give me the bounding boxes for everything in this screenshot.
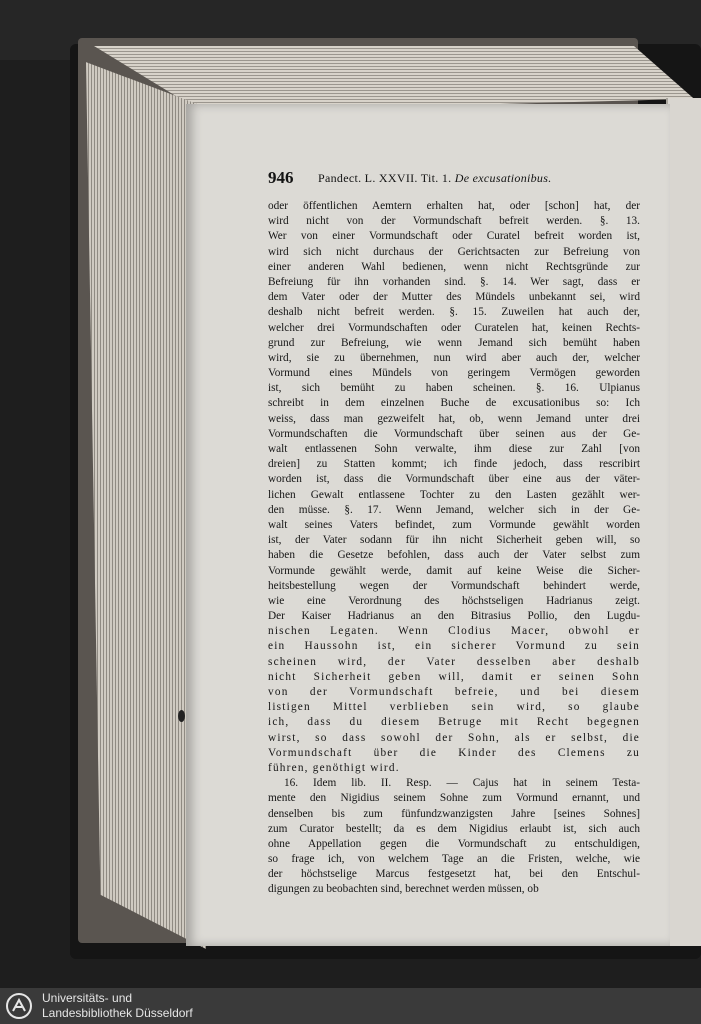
text-line: Vormund eines Mündels von geringem Vermögen geworden [268, 367, 640, 380]
text-line: Wer von einer Vormundschaft oder Curatel befreit worden ist, [268, 230, 640, 243]
text-line: Vormundschaft über die Kinder des Clemens zu [268, 746, 640, 759]
text-line: mente den Nigidius seinem Sohne zum Vormund ernannt, und [268, 792, 640, 805]
text-line: walt entlassenen Sohn verwalte, ihm diese zur Zahl [von [268, 443, 640, 455]
text-line: ist, der Vater sodann für ihn nicht Sicherheit geben will, so [268, 534, 640, 547]
library-name-line1: Universitäts- und [42, 991, 133, 1005]
text-line: wie eine Verordnung des höchstseligen Hadrianus zeigt. [268, 594, 640, 607]
text-line: ist, sich bemüht zu haben scheinen. §. 16. Ulpianus [268, 382, 640, 395]
text-line: heitsbestellung wegen der Vormundschaft behindert werde, [268, 579, 640, 592]
facing-page-edge [666, 98, 701, 946]
text-line: Vormunde gewählt werde, damit auf keine Weise die Sicher- [268, 564, 640, 577]
text-line: listigen Mittel verblieben sein wird, so glaube [268, 701, 640, 714]
text-line: oder öffentlichen Aemtern erhalten hat, oder [schon] hat, der [268, 200, 640, 212]
text-line: dem Vater oder der Mutter des Mündels unbekannt sei, wird [268, 291, 640, 304]
text-line: wird, sie zu übernehmen, nun wird aber auch der, welcher [268, 351, 640, 364]
text-line: so frage ich, von welchem Tage an die Fristen, welche, wie [268, 853, 640, 866]
text-line: haben die Gesetze befohlen, dass auch der Vater selbst zum [268, 549, 640, 562]
text-line: Befreiung für ihn vorhanden sind. §. 14. Wer sagt, dass er [268, 275, 640, 288]
text-line: wird nicht von der Vormundschaft befreit werden. §. 13. [268, 215, 640, 228]
text-line: dreien] zu Statten kommt; ich finde jedoch, dass rescribirt [268, 458, 640, 471]
text-line: der höchstselige Marcus festgesetzt hat, bei den Entschul- [268, 868, 640, 881]
running-header [268, 168, 648, 190]
text-line: scheinen wird, der Vater desselben aber deshalb [268, 655, 640, 668]
text-line: einer anderen Wahl bedienen, wenn nicht Rechtsgründe zur [268, 260, 640, 273]
text-line: führen, genöthigt wird. [268, 761, 400, 774]
library-logo-icon [6, 993, 32, 1019]
text-line: denselben bis zum fünfundzwanzigsten Jahre [seines Sohnes] [268, 807, 640, 820]
text-line: schreibt in dem einzelnen Buche de excusationibus so: Ich [268, 397, 640, 410]
library-name-line2: Landesbibliothek Düsseldorf [42, 1006, 193, 1020]
page-body-text [268, 199, 640, 898]
text-line: weiss, dass man gezweifelt hat, ob, wenn Jemand unter drei [268, 412, 640, 425]
text-line: lichen Gewalt entlassene Tochter zu den Lasten gezählt wer- [268, 488, 640, 501]
text-line: welcher drei Vormundschaften oder Curatelen hat, keinen Rechts- [268, 321, 640, 334]
page-number: 946 [268, 168, 294, 187]
text-line: zum Curator bestellt; da es dem Nigidius erlaubt ist, sich auch [268, 822, 640, 835]
text-line: wird sich nicht durchaus der Gerichtsacten zur Befreiung von [268, 245, 640, 258]
text-line: grund zur Befreiung, wie wenn Jemand sich bemüht haben [268, 336, 640, 349]
text-line: nischen Legaten. Wenn Clodius Macer, obwohl er [268, 625, 640, 638]
library-name [42, 991, 193, 1021]
text-line: digungen zu beobachten sind, berechnet werden müssen, ob [268, 883, 539, 896]
text-line: ich, dass du diesem Betruge mit Recht begegnen [268, 716, 640, 729]
text-line: Vormundschaften die Vormundschaft über seinen aus der Ge- [268, 427, 640, 440]
text-line: Der Kaiser Hadrianus an den Bitrasius Pollio, den Lugdu- [268, 610, 640, 623]
text-line: wirst, so dass sowohl der Sohn, als er selbst, die [268, 731, 640, 744]
text-line: deshalb nicht befreit werden. §. 15. Zuweilen hat auch der, [268, 306, 640, 319]
text-line: von der Vormundschaft befreie, und bei diesem [268, 686, 640, 698]
text-line: ohne Appellation gegen die Vormundschaft zu entschuldigen, [268, 837, 640, 850]
text-line: worden ist, dass die Vormundschaft über eine aus der väter- [268, 473, 640, 486]
text-line: 16. Idem lib. II. Resp. — Cajus hat in seinem Testa- [284, 777, 640, 790]
text-line: den müsse. §. 17. Wenn Jemand, welcher sich in der Ge- [268, 503, 640, 516]
text-line: ein Haussohn ist, ein sicherer Vormund zu sein [268, 640, 640, 653]
ink-spot [178, 710, 185, 722]
header-title: Pandect. L. XXVII. Tit. 1. De excusationibus. [318, 171, 552, 185]
text-line: walt seines Vaters befindet, zum Vormunde gewählt worden [268, 518, 640, 531]
text-line: nicht Sicherheit geben will, damit er seinen Sohn [268, 670, 640, 683]
